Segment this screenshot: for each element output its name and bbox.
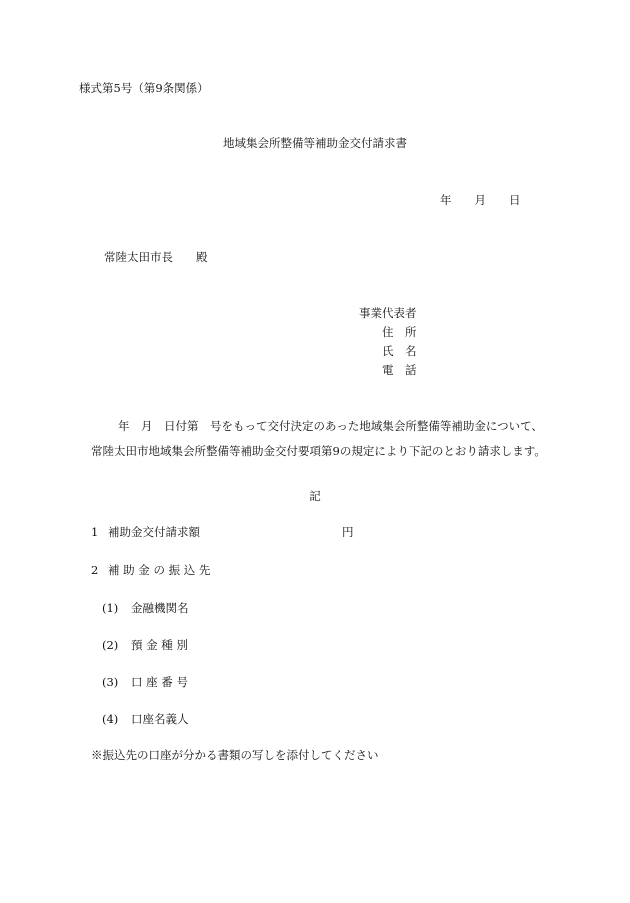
document-title: 地域集会所整備等補助金交付請求書 xyxy=(223,136,407,150)
sub-item-4-label: 口座名義人 xyxy=(131,712,189,726)
date-line: 年 月 日 xyxy=(440,193,521,207)
body-text-line-1: 年 月 日付第 号をもって交付決定のあった地域集会所整備等補助金について、 xyxy=(118,419,543,433)
applicant-address-label: 住 所 xyxy=(382,325,417,339)
form-number: 様式第5号（第9条関係） xyxy=(79,81,209,95)
sub-item-3-number: (3) xyxy=(102,675,119,689)
applicant-heading: 事業代表者 xyxy=(359,306,417,320)
applicant-phone-label: 電 話 xyxy=(382,363,417,377)
sub-item-2-number: (2) xyxy=(102,638,119,652)
item-1-number: 1 xyxy=(91,525,99,539)
yen-unit: 円 xyxy=(342,525,354,539)
ki-heading: 記 xyxy=(309,489,321,503)
sub-item-3-label: 口 座 番 号 xyxy=(131,675,188,689)
addressee: 常陸太田市長 殿 xyxy=(104,250,208,264)
item-2-number: 2 xyxy=(91,563,99,577)
item-2-label: 補 助 金 の 振 込 先 xyxy=(108,563,211,577)
applicant-name-label: 氏 名 xyxy=(382,344,417,358)
sub-item-4-number: (4) xyxy=(102,712,119,726)
item-1-label: 補助金交付請求額 xyxy=(108,525,200,539)
sub-item-1-number: (1) xyxy=(102,601,119,615)
body-text-line-2: 常陸太田市地域集会所整備等補助金交付要項第9の規定により下記のとおり請求します。 xyxy=(91,444,546,458)
sub-item-1-label: 金融機関名 xyxy=(131,601,189,615)
attachment-note: ※振込先の口座が分かる書類の写しを添付してください xyxy=(91,748,379,762)
sub-item-2-label: 預 金 種 別 xyxy=(131,638,188,652)
